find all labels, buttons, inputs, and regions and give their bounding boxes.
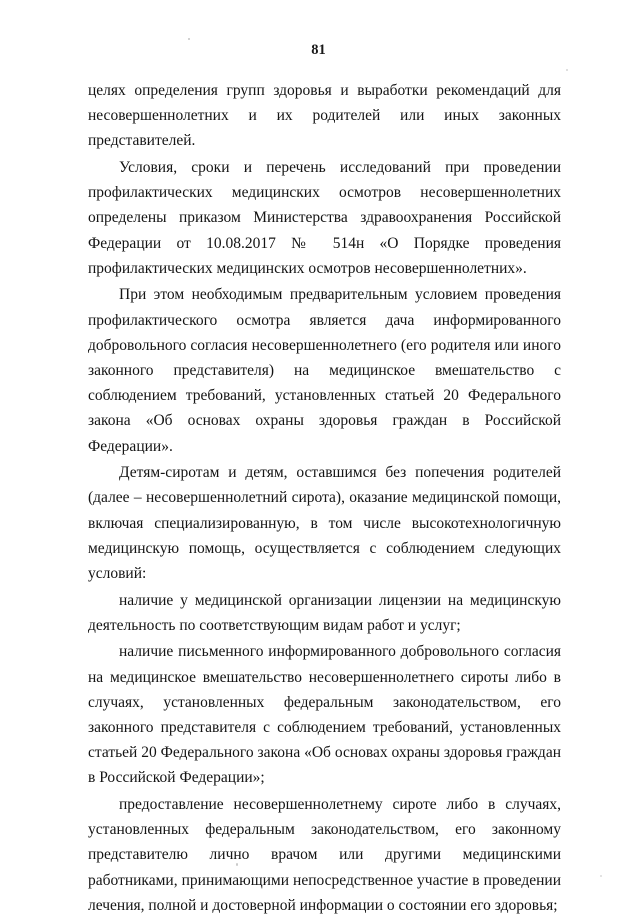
paragraph-written-consent-condition: наличие письменного информированного добровольного согласия на медицинское вмешательство несовершеннолетнего сироты либо в случаях, установленных федеральным законодательством, его законного представителя с соблюдением требований, установленных статьей 20 Федерального закона «Об основах охраны здоровья граждан в Российской Федерации»; [88,643,561,787]
scan-speck [188,38,190,40]
document-body [88,78,561,918]
paragraph-exam-conditions: Условия, сроки и перечень исследований при проведении профилактических медицинских осмотров несовершеннолетних определены приказом Министерства здравоохранения Российской Федерации от 10.08.2017 № 514н «О Порядке проведения профилактических медицинских осмотров несовершеннолетних». [88,159,561,277]
paragraph-license-condition: наличие у медицинской организации лицензии на медицинскую деятельность по соответствующим видам работ и услуг; [88,591,561,634]
paragraph-informed-consent: При этом необходимым предварительным условием проведения профилактического осмотра является дача информированного добровольного согласия несовершеннолетнего (его родителя или иного законного представителя) на медицинское вмешательство с соблюдением требований, установленных статьей 20 Федерального закона «Об основах охраны здоровья граждан в Российской Федерации». [88,286,561,455]
scan-speck [236,863,238,866]
scan-speck [600,875,602,877]
page-number: 81 [311,42,326,58]
scan-speck [566,69,568,71]
paragraph-orphans-care: Детям-сиротам и детям, оставшимся без попечения родителей (далее – несовершеннолетний сирота), оказание медицинской помощи, включая специализированную, в том числе высокотехнологичную медицинскую помощь, осуществляется с соблюдением следующих условий: [88,464,561,583]
paragraph-health-groups: целях определения групп здоровья и выработки рекомендаций для несовершеннолетних и их родителей или иных законных представителей. [88,82,561,150]
paragraph-health-information-condition: предоставление несовершеннолетнему сироте либо в случаях, установленных федеральным законодательством, его законному представителю лично врачом или другими медицинскими работниками, принимающими непосредственное участие в проведении лечения, полной и достоверной информации о состоянии его здоровья; [88,796,561,914]
